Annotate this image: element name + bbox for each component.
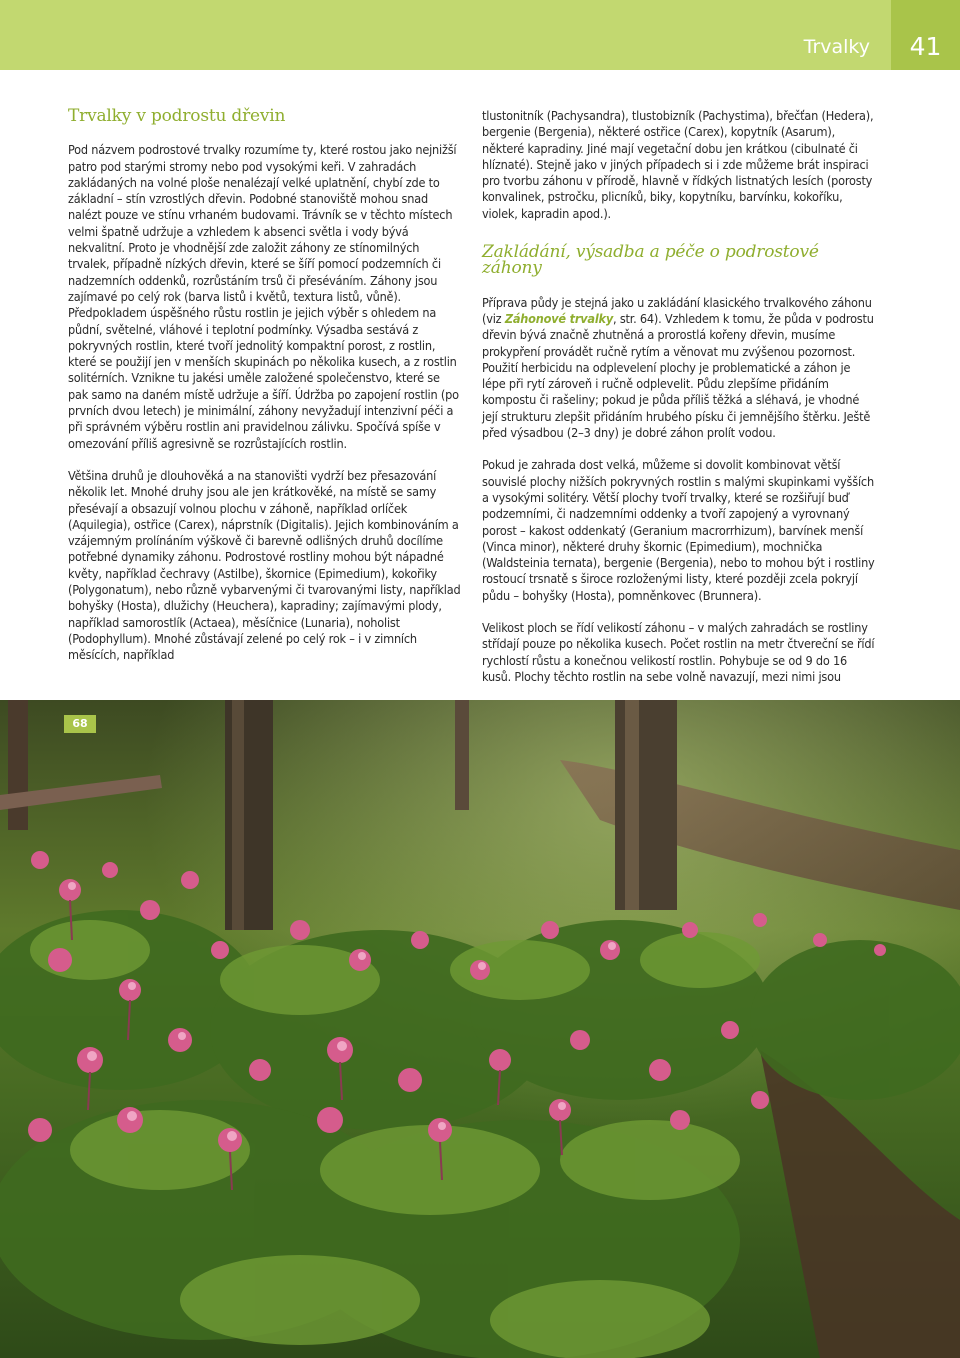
page-number-box	[891, 0, 960, 70]
section-heading: Trvalky v podrostu dřevin	[68, 106, 286, 126]
paragraph: Velikost ploch se řídí velikostí záhonu – v malých zahradách se rostliny střídají pouze po několika kusech. Počet rostlin na metr čtvereční se řídí rychlostí růstu a konečnou velikostí rostlin. Pohybuje se od 9 do 16 kusů. Plochy těchto rostlin na sebe volně navazují, mezi nimi jsou	[482, 620, 875, 684]
paragraph: Příprava půdy je stejná jako u zakládání klasického trvalkového záhonu (viz Záhonové trvalky, str. 64). Vzhledem k tomu, že půda v podrostu dřevin bývá značně zhutněná a prorostlá kořeny dřevin, musíme prokypření provádět ručně rytím a věnovat mu zvýšenou pozornost. Použití herbicidu na odplevelení plochy je problematické a záhon je lépe při rytí zároveň i ručně odplevelit. Půdu zlepšíme přidáním kompostu či rašeliny; pokud je půda příliš těžká a sléhavá, je vhodné její strukturu zlepšit přidáním hrubého písku či jemnějšího štěrku. Ještě před výsadbou (2–3 dny) je dobré záhon prolít vodou.	[482, 294, 874, 441]
subsection-heading: Zakládání, výsadba a péče o podrostové záhony	[482, 242, 819, 279]
page-number: 41	[909, 32, 942, 61]
section-title: Trvalky	[803, 36, 870, 58]
left-column	[68, 108, 463, 680]
paragraph: tlustonitník (Pachysandra), tlustobizník (Pachystima), břečťan (Hedera), bergenie (Bergenia), některé ostřice (Carex), kopytník (Asarum), některé kapradiny. Jiné mají vegetační dobu jen krátkou (cibulnaté či hlíznaté). Stejně jako v jiných případech si i zde můžeme brát inspiraci pro tvorbu záhonu v přírodě, hlavně v řídkých listnatých lesích (porosty konvalinek, pstročku, plicníků, biky, kopytníku, barvínku, kokoříku, violek, kapradin apod.).	[482, 108, 874, 221]
paragraph: Pokud je zahrada dost velká, můžeme si dovolit kombinovat větší souvislé plochy nižších pokryvných rostlin s malými skupinkami vyšších a vysokými solitéry. Větší plochy tvoří trvalky, které se rozšiřují buď podzemními, či nadzemními oddenky a tvoří zapojený a vyrovnaný porost – kakost oddenkatý (Geranium macrorrhizum), barvínek menší (Vinca minor), některé druhy škornic (Epimedium), mochnička (Waldsteinia ternata), bergenie (Bergenia), nebo to mohou být i rostliny rostoucí trsnatě s široce rozloženými listy, které později zcela pokryjí půdu – bohyšky (Hosta), pomněnkovec (Brunnera).	[482, 457, 875, 603]
photo-number-badge: 68	[64, 715, 96, 733]
right-column	[482, 108, 877, 701]
paragraph: Pod názvem podrostové trvalky rozumíme ty, které rostou jako nejnižší patro pod starými stromy nebo pod vysokými keři. V zahradách zakládaných na volné ploše nenalézají velké uplatnění, chybí zde to základní – stín vzrostlých dřevin. Podobné stanoviště mohou snad nalézt pouze ve stínu vrhaném budovami. Trávník se v těchto místech velmi špatně udržuje a vzhledem k absenci světla i vody bývá nekvalitní. Proto je vhodnější zde založit záhony ze stínomilných trvalek, případně nízkých dřevin, které se šíří pomocí podzemních či nadzemních oddenků, rozrůstáním trsů či přeséváním. Záhony jsou zajímavé po celý rok (barva listů i květů, textura listů, vůně). Předpokladem úspěšného růstu rostlin je jejich výběr s ohledem na půdní, světelné, vláhové i teplotní podmínky. Výsadba sestává z pokryvných rostlin, které tvoří jednolitý kompaktní porost, z rostlin, které se použijí jen v menších skupinách po několika kusech, a z rostlin solitérních. Vznikne tu jakési uměle založené společenstvo, které se pak samo na daném místě udržuje a šíří. Údržba po zapojení rostlin (po prvních dvou letech) je minimální, záhony nevyžadují intenzivní péči a při správném výběru rostlin ani pravidelnou zálivku. Spočívá spíše v omezování příliš agresivně se rozrůstajících rostlin.	[68, 142, 459, 451]
header-bar	[0, 0, 960, 70]
paragraph: Většina druhů je dlouhověká a na stanovišti vydrží bez přesazování několik let. Mnohé druhy jsou ale jen krátkověké, na místě se samy přesévají a obsazují volnou plochu v záhoně, například orlíček (Aquilegia), ostřice (Carex), náprstník (Digitalis). Jejich kombinováním a vzájemným prolínáním výškově či barevně odlišných druhů docílíme potřebné dynamiky záhonu. Podrostové rostliny mohou být nápadné květy, například čechravy (Astilbe), škornice (Epimedium), kokořiky (Polygonatum), nebo různě vybarvenými či tvarovanými listy, například bohyšky (Hosta), dlužichy (Heuchera), kapradiny; zajímavými plody, například samorostlík (Actaea), měsíčnice (Lunaria), noholist (Podophyllum). Mnohé zůstávají zelené po celý rok – i v zimních měsících, například	[68, 467, 461, 663]
woodland-bergenia-photo	[0, 700, 960, 1358]
cross-reference-link[interactable]: Záhonové trvalky	[504, 310, 614, 326]
